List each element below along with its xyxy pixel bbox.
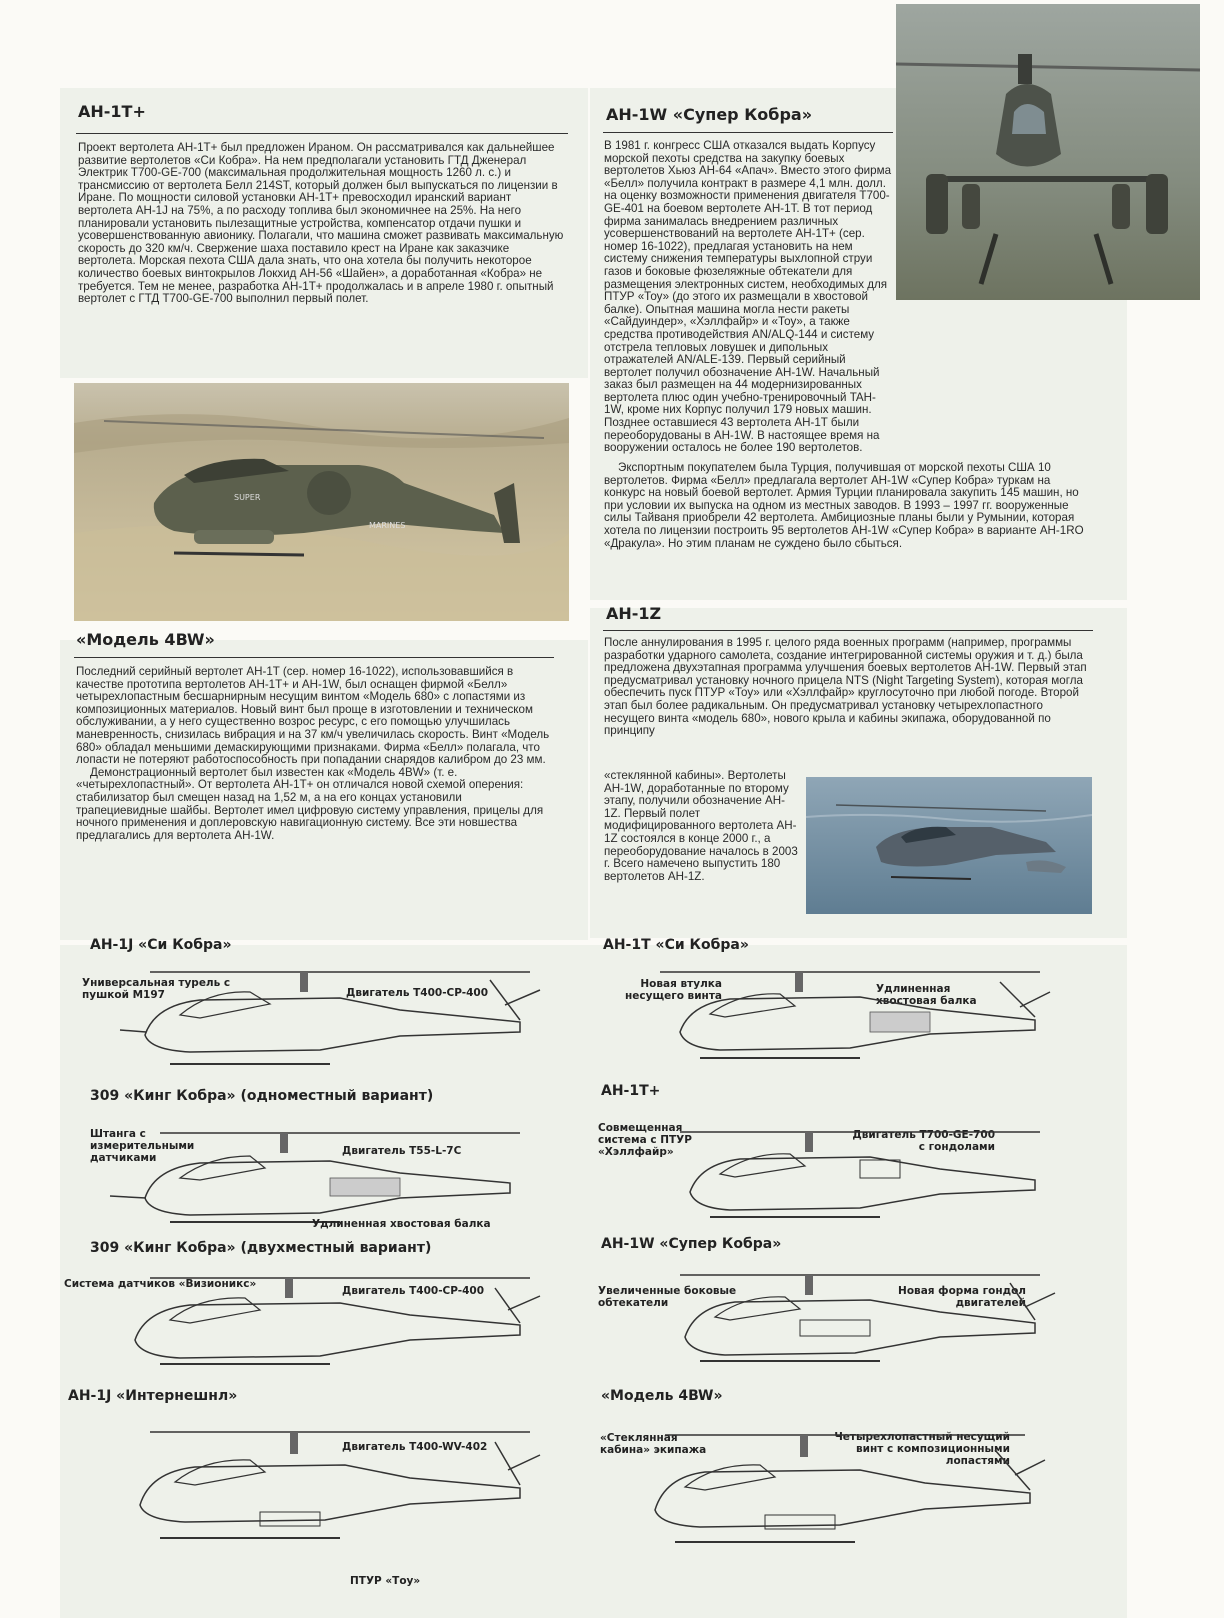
drawing-label: «Стеклянная кабина» экипажа: [600, 1432, 707, 1456]
drawing-label: Система датчиков «Визионикс»: [64, 1278, 257, 1290]
body-text-ah1z: [604, 637, 1094, 738]
drawing-title: AH-1J «Интернешнл»: [68, 1388, 238, 1404]
drawing-title: AH-1J «Си Кобра»: [90, 937, 232, 953]
drawing-title: AH-1T+: [601, 1083, 661, 1099]
paragraph: Экспортным покупателем была Турция, получившая от морской пехоты США 10 вертолетов. Фирма «Белл» предлагала вертолет AH-1W «Супер Кобра» туркам на конкурс на новый боевой вертолет. Армия Турции планировала закупить 145 машин, но при условии их выпуска на одном из местных заводов. В 1993 – 1997 гг. вооруженные силы Тайваня приобрели 42 вертолета. Амбициозные планы были у Румынии, которая хотела по лицензии построить 95 вертолетов AH-1W «Супер Кобра» в варианте AH-1RO «Дракула». Но этим планам не суждено было сбыться.: [604, 461, 1084, 550]
body-text-ah1t-plus: [78, 142, 568, 306]
heading-rule: [76, 133, 568, 134]
section-heading-ah1w: AH-1W «Супер Кобра»: [606, 105, 813, 124]
section-heading-model4bw: «Модель 4BW»: [76, 630, 215, 649]
helicopter-drawing: [110, 1420, 550, 1550]
paragraph: После аннулирования в 1995 г. целого ряда военных программ (например, программы разработки ударного самолета, создание интегрированной системы оружия и т. д.) была предложена двухэтапная программа улучшения боевых вертолетов AH-1W. Первый этап предусматривал установку ночного прицела NTS (Night Targeting System), которая могла обеспечить пуск ПТУР «Тоу» или «Хэллфайр» круглосуточно при любой погоде. Второй этап был более радикальным. Он предусматривал установку четырехлопастного несущего винта «модель 680», нового крыла и кабины экипажа, оборудованной по принципу: [604, 636, 1087, 738]
photo-marking-marines: MARINES: [369, 521, 406, 530]
helicopter-drawing: [640, 1120, 1070, 1220]
drawing-label: Двигатель T700-GE-700 с гондолами: [852, 1129, 995, 1153]
drawing-label: Двигатель T400-WV-402: [342, 1441, 488, 1453]
photo-marking-super: SUPER: [234, 493, 261, 502]
body-text-ah1z-wrap: [604, 770, 800, 883]
drawing-label: Удлиненная хвостовая балка: [876, 983, 977, 1007]
drawing-title: «Модель 4BW»: [601, 1388, 723, 1404]
helicopter-photo-image: [74, 383, 569, 621]
drawing-title: AH-1T «Си Кобра»: [603, 937, 749, 953]
helicopter-sea-photo-image: [806, 777, 1092, 914]
drawing-label: Двигатель T400-CP-400: [346, 987, 489, 999]
drawing-label: Удлиненная хвостовая балка: [312, 1218, 491, 1230]
helicopter-front-photo-image: [896, 4, 1200, 300]
drawing-title: 309 «Кинг Кобра» (двухместный вариант): [90, 1240, 432, 1256]
drawing-label: Штанга с измерительными датчиками: [90, 1128, 195, 1164]
drawing-label: Четырехлопастный несущий винт с композиционными лопастями: [834, 1431, 1010, 1467]
photo-ah1z-sea: [806, 777, 1092, 914]
drawing-label: Новая форма гондол двигателей: [898, 1285, 1026, 1309]
drawing-label: Универсальная турель с пушкой M197: [82, 977, 231, 1001]
drawing-label: Новая втулка несущего винта: [625, 978, 722, 1002]
helicopter-drawing: [625, 1425, 1055, 1550]
body-text-ah1w: [604, 140, 894, 455]
paragraph: Демонстрационный вертолет был известен как «Модель 4BW» (т. е. «четырехлопастный». От вертолета AH-1T+ он отличался новой схемой оперения: стабилизатор был смещен назад на 1,52 м, а на его концах установили трапециевидные шайбы. Вертолет имел цифровую систему управления, прицелы для ночного применения и доплеровскую навигационную систему. Все эти новшества предлагались для вертолета AH-1W.: [76, 765, 544, 842]
drawing-title: AH-1W «Супер Кобра»: [601, 1236, 782, 1252]
drawing-label: Двигатель T400-CP-400: [342, 1285, 485, 1297]
drawing-title: 309 «Кинг Кобра» (одноместный вариант): [90, 1088, 434, 1104]
section-heading-ah1t-plus: AH-1T+: [78, 102, 146, 121]
photo-ah1w-front: [896, 4, 1200, 300]
paragraph: Проект вертолета AH-1T+ был предложен Ираном. Он рассматривался как дальнейшее развитие вертолетов «Си Кобра». На нем предполагали установить ГТД Дженерал Электрик T700-GE-700 (максимальная продолжительная мощность 1260 л. с.) и трансмиссию от вертолета Белл 214ST, который должен был выпускаться по лицензии в Иране. По мощности силовой установки AH-1T+ превосходил иранский вариант вертолета AH-1J на 75%, а по расходу топлива был экономичнее на 25%. На него планировали установить пылезащитные устройства, компенсатор отдачи пушки и усовершенствованную авионику. Полагали, что машина сможет развивать максимальную скорость до 320 км/ч. Свержение шаха поставило крест на Иране как заказчике вертолета. Морская пехота США дала знать, что она хотела бы получить некоторое количество боевых винтокрылов Локхид AH-56 «Шайен», а доработанная «Кобра» не требуется. Тем не менее, разработка AH-1T+ продолжалась и в апреле 1980 г. опытный вертолет с ГТД T700-GE-700 выполнил первый полет.: [78, 141, 564, 306]
section-heading-ah1z: AH-1Z: [606, 604, 662, 623]
body-text-ah1w-export: [604, 462, 1094, 550]
body-text-model4bw: [76, 666, 554, 842]
helicopter-drawing: [640, 962, 1070, 1062]
heading-rule: [74, 657, 554, 658]
paragraph: В 1981 г. конгресс США отказался выдать Корпусу морской пехоты средства на закупку боевых вертолетов Хьюз AH-64 «Апач». Вместо этого фирма «Белл» получила контракт в размере 4,1 млн. долл. на оценку возможности применения двигателя T700-GE-401 на боевом вертолете AH-1T. В тот период фирма занималась внедрением различных усовершенствований на вертолете AH-1T+ (сер. номер 16-1022), предлагая установить на нем систему снижения температуры выхлопной струи газов и боковые фюзеляжные обтекатели для размещения электронных систем, необходимых для ПТУР «Тоу» (до этого их размещали в хвостовой балке). Опытная машина могла нести ракеты «Сайдуиндер», «Хэллфайр» и «Тоу», а также средства противодействия AN/ALQ-144 и систему отстрела тепловых ловушек и дипольных отражателей AN/ALE-139. Первый серийный вертолет получил обозначение AH-1W. Начальный заказ был размещен на 44 модернизированных вертолета плюс один учебно-тренировочный TAH-1W, кроме них Корпус получил 179 новых машин. Позднее оставшиеся 43 вертолета AH-1T были переоборудованы в AH-1W. В настоящее время на вооружении осталось не более 190 вертолетов.: [604, 139, 892, 455]
helicopter-drawing: [110, 1268, 550, 1368]
heading-rule: [603, 132, 893, 133]
drawing-label: ПТУР «Тоу»: [350, 1575, 421, 1587]
helicopter-drawing: [640, 1265, 1070, 1365]
helicopter-drawing: [100, 1118, 540, 1228]
helicopter-drawing: [110, 960, 550, 1070]
paragraph: Последний серийный вертолет AH-1T (сер. номер 16-1022), использовавшийся в качестве прототипа вертолетов AH-1T+ и AH-1W, был оснащен фирмой «Белл» четырехлопастным бесшарнирным несущим винтом «Модель 680» с лопастями из композиционных материалов. Новый винт был проще в изготовлении и техническом обслуживании, а у него существенно возрос ресурс, с его помощью улучшилась маневренность, снизилась вибрация и на 37 км/ч увеличилась скорость. Винт «Модель 680» обладал меньшими демаскирующими признаками. Фирма «Белл» полагала, что лопасти не потеряют работоспособность при попадании снарядов калибром до 23 мм.: [76, 665, 550, 767]
heading-rule: [603, 630, 1093, 631]
drawing-label: Двигатель T55-L-7C: [342, 1145, 462, 1157]
drawing-label: Совмещенная система с ПТУР «Хэллфайр»: [598, 1122, 692, 1158]
drawing-label: Увеличенные боковые обтекатели: [598, 1285, 737, 1309]
photo-marines-helicopter: [74, 383, 569, 621]
paragraph: «стеклянной кабины». Вертолеты AH-1W, доработанные по второму этапу, получили обозначение AH-1Z. Первый полет модифицированного вертолета AH-1Z состоялся в конце 2000 г., а переоборудование началось в 2003 г. Всего намечено выпустить 180 вертолетов AH-1Z.: [604, 769, 798, 883]
